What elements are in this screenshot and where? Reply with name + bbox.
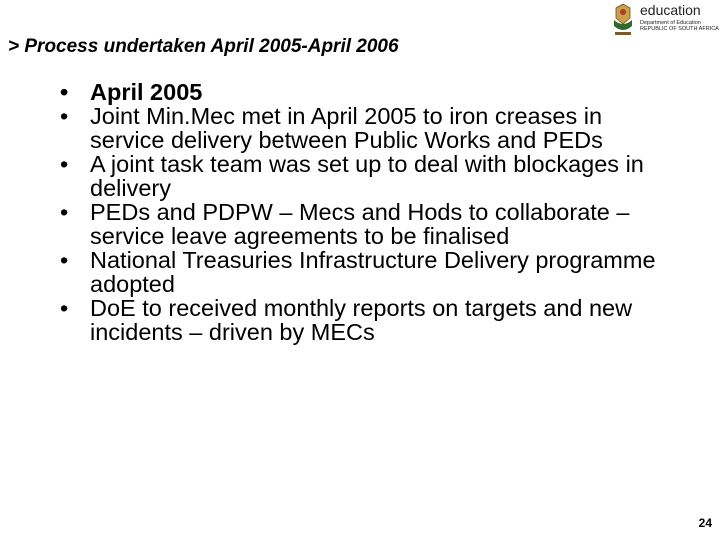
bullet-marker: • — [60, 79, 69, 105]
logo-subtitle — [640, 20, 719, 32]
slide-title: > Process undertaken April 2005-April 2006 — [8, 36, 399, 57]
coat-of-arms-icon — [610, 2, 636, 38]
bullet-text: DoE to received monthly reports on targets and new incidents – driven by MECs — [90, 295, 633, 345]
bullet-marker: • — [60, 151, 69, 177]
bullet-marker: • — [60, 103, 69, 129]
bullet-text: Joint Min.Mec met in April 2005 to iron creases in service delivery between Public Works and PEDs — [90, 103, 603, 153]
bullet-item — [60, 152, 660, 200]
bullet-marker: • — [60, 295, 69, 321]
page-number: 24 — [698, 516, 712, 530]
bullet-marker: • — [60, 247, 69, 273]
bullet-item — [60, 296, 660, 344]
bullet-text: A joint task team was set up to deal with blockages in delivery — [90, 151, 644, 201]
bullet-item — [60, 248, 660, 296]
bullet-text: National Treasuries Infrastructure Delivery programme adopted — [90, 247, 656, 297]
bullet-text: PEDs and PDPW – Mecs and Hods to collaborate – service leave agreements to be finalised — [90, 199, 630, 249]
bullet-marker: • — [60, 199, 69, 225]
bullet-item — [60, 200, 660, 248]
bullet-text: April 2005 — [90, 79, 203, 105]
education-logo — [610, 2, 720, 38]
logo-title: education — [640, 2, 701, 18]
bullet-item — [60, 104, 660, 152]
bullet-item — [60, 80, 660, 104]
logo-subtitle-line2: REPUBLIC OF SOUTH AFRICA — [640, 26, 719, 32]
bullet-list — [60, 80, 660, 344]
logo-subtitle-line1: Department of Education — [640, 20, 701, 26]
